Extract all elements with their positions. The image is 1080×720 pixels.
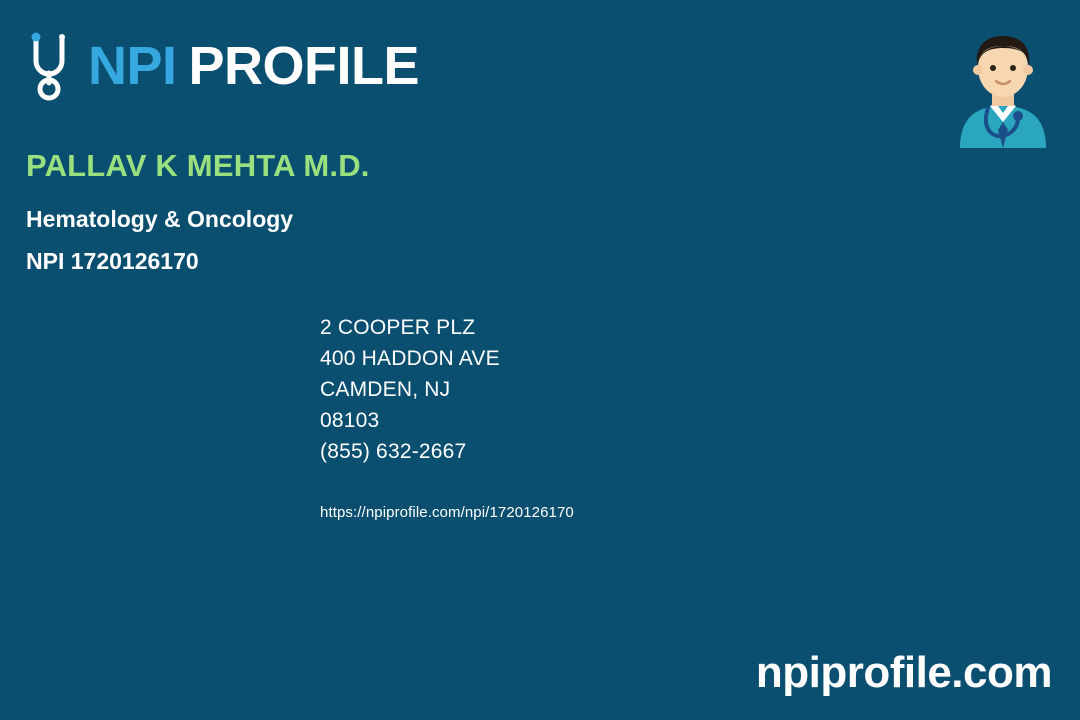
address-line: 400 HADDON AVE xyxy=(320,347,500,370)
doctor-avatar-icon xyxy=(948,18,1058,148)
brand-title-profile: PROFILE xyxy=(188,36,420,96)
address-line: 2 COOPER PLZ xyxy=(320,316,476,339)
provider-address xyxy=(320,312,500,467)
footer-domain: npiprofile.com xyxy=(755,648,1052,697)
address-phone: (855) 632-2667 xyxy=(320,440,467,463)
provider-name: PALLAV K MEHTA M.D. xyxy=(26,148,370,183)
address-line: CAMDEN, NJ xyxy=(320,378,451,401)
brand-header xyxy=(26,26,419,106)
brand-title-npi: NPI xyxy=(88,36,177,96)
profile-url[interactable]: https://npiprofile.com/npi/1720126170 xyxy=(320,504,574,521)
brand-title xyxy=(88,36,420,96)
provider-taxonomy: Hematology & Oncology xyxy=(26,206,294,232)
address-line: 08103 xyxy=(320,409,380,432)
stethoscope-icon xyxy=(26,31,82,101)
provider-npi-number: NPI 1720126170 xyxy=(26,248,199,274)
